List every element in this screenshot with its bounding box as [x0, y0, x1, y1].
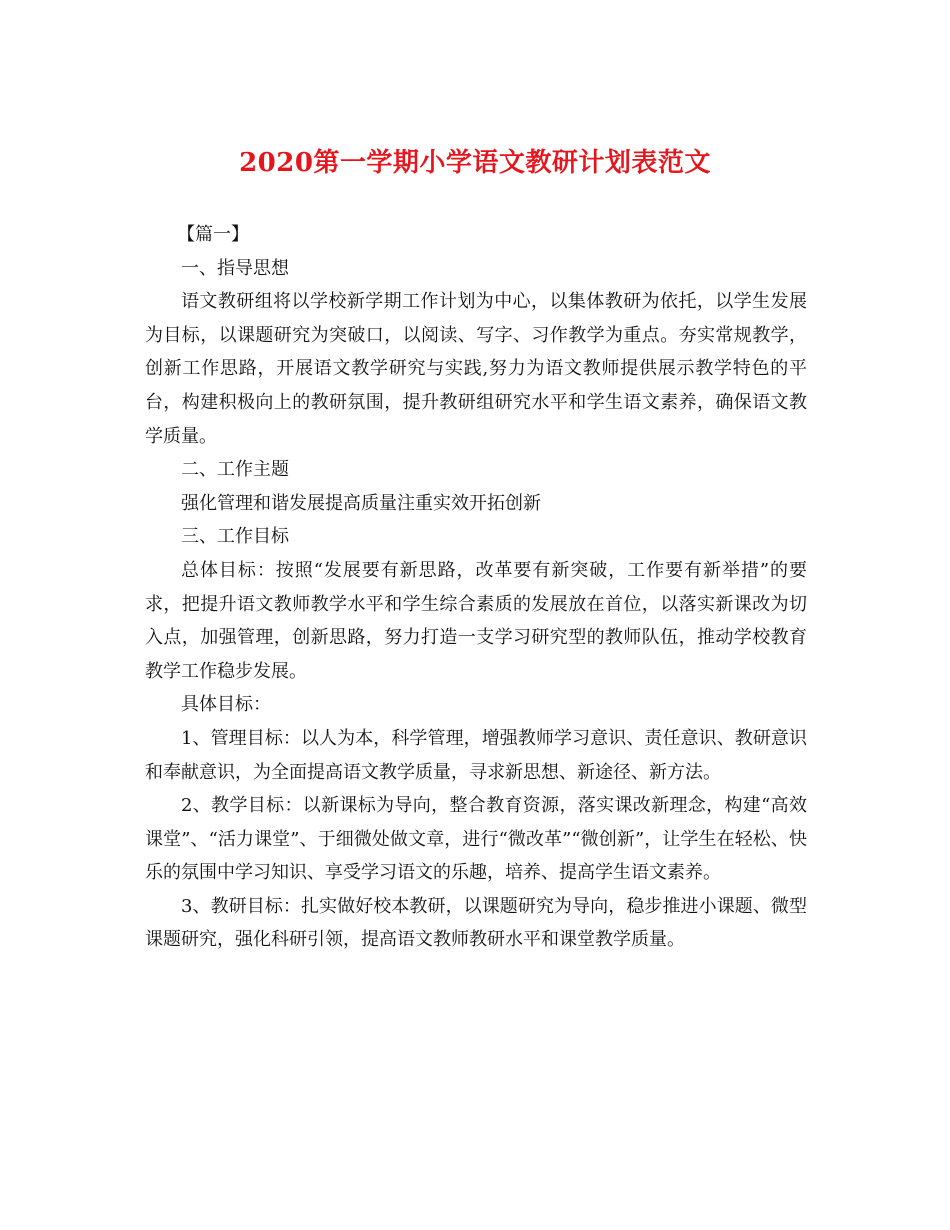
- document-title: 2020第一学期小学语文教研计划表范文: [239, 148, 711, 178]
- paragraph-research-goal: 3、教研目标：扎实做好校本教研，以课题研究为导向，稳步推进小课题、微型课题研究，强化科研引领，提高语文教师教研水平和课堂教学质量。: [145, 895, 807, 951]
- paragraph-overall-goal: 总体目标：按照“发展要有新思路，改革要有新突破，工作要有新举措”的要求，把提升语文教师教学水平和学生综合素质的发展放在首位，以落实新课改为切入点，加强管理，创新思路，努力打造一支学习研究型的教师队伍，推动学校教育教学工作稳步发展。: [145, 559, 807, 682]
- section-label-part-one: 【篇一】: [177, 224, 249, 245]
- paragraph-guiding-ideology: 语文教研组将以学校新学期工作计划为中心，以集体教研为依托，以学生发展为目标，以课题研究为突破口，以阅读、写字、习作教学为重点。夯实常规教学，创新工作思路，开展语文教学研究与实践,努力为语文教师提供展示教学特色的平台，构建积极向上的教研氛围，提升教研组研究水平和学生语文素养，确保语文教学质量。: [145, 291, 807, 447]
- paragraph-teaching-goal: 2、教学目标：以新课标为导向，整合教育资源，落实课改新理念，构建“高效课堂”、“活力课堂”、于细微处做文章，进行“微改革”“微创新”，让学生在轻松、快乐的氛围中学习知识、享受学习语文的乐趣，培养、提高学生语文素养。: [145, 795, 807, 884]
- paragraph-management-goal: 1、管理目标：以人为本，科学管理，增强教师学习意识、责任意识、教研意识和奉献意识，为全面提高语文教学质量，寻求新思想、新途径、新方法。: [145, 727, 807, 783]
- heading-specific-goals: 具体目标：: [181, 694, 271, 716]
- heading-work-theme: 二、工作主题: [181, 459, 289, 481]
- paragraph-work-theme: 强化管理和谐发展提高质量注重实效开拓创新: [181, 492, 541, 514]
- document-body: [145, 218, 807, 957]
- heading-guiding-ideology: 一、指导思想: [181, 257, 289, 279]
- heading-work-goals: 三、工作目标: [181, 526, 289, 548]
